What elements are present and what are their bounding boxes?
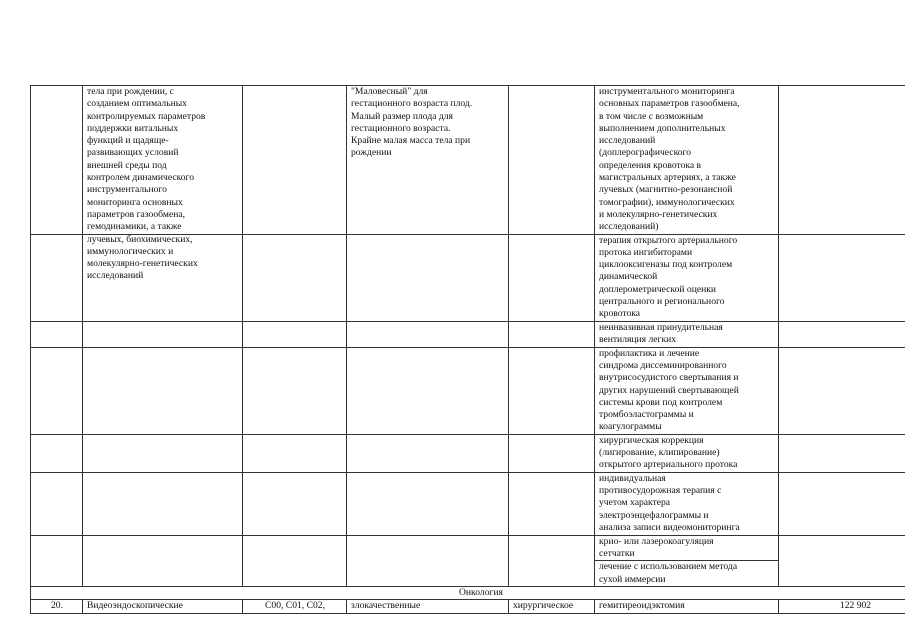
table-row bbox=[31, 434, 905, 472]
cell-type bbox=[509, 472, 595, 535]
cell-type bbox=[509, 434, 595, 472]
cell-codes bbox=[243, 434, 347, 472]
row-name: Видеоэндоскопические bbox=[83, 600, 243, 613]
document-table bbox=[30, 85, 905, 614]
cell-description bbox=[83, 472, 243, 535]
cell-num bbox=[31, 535, 83, 586]
cell-num bbox=[31, 234, 83, 321]
cell-method bbox=[595, 472, 779, 535]
cell-method bbox=[595, 434, 779, 472]
cell-model bbox=[347, 535, 509, 586]
cell-type bbox=[509, 347, 595, 434]
method-text-secondary: лечение с использованием метода сухой иммерсии bbox=[595, 560, 778, 586]
row-method: гемитиреоидэктомия bbox=[595, 600, 779, 613]
table-row bbox=[31, 86, 905, 235]
row-cost: 122 902 bbox=[779, 600, 905, 613]
cell-codes bbox=[243, 347, 347, 434]
row-type: хирургическое bbox=[509, 600, 595, 613]
cell-model bbox=[347, 86, 509, 235]
method-text: терапия открытого артериального протока ингибиторами циклооксигеназы под контролем динамической доплерометрической оценки центрального и регионального кровотока bbox=[599, 234, 738, 320]
row-number: 20. bbox=[31, 600, 83, 613]
cell-type bbox=[509, 86, 595, 235]
row-codes: C00, C01, C02, bbox=[243, 600, 347, 613]
method-text: профилактика и лечение синдрома диссеминированного внутрисосудистого свертывания и других нарушений свертывающей системы крови под контролем тромбоэластограммы и коагулограммы bbox=[599, 347, 739, 433]
cell-num bbox=[31, 86, 83, 235]
cell-model bbox=[347, 434, 509, 472]
cell-cost bbox=[779, 434, 905, 472]
cell-method bbox=[595, 86, 779, 235]
cell-cost bbox=[779, 321, 905, 347]
cell-type bbox=[509, 321, 595, 347]
cell-model bbox=[347, 321, 509, 347]
cell-codes bbox=[243, 86, 347, 235]
cell-model bbox=[347, 472, 509, 535]
cell-cost bbox=[779, 86, 905, 235]
section-title: Онкология bbox=[31, 586, 905, 599]
table-row bbox=[31, 535, 905, 586]
table-row bbox=[31, 347, 905, 434]
method-text: неинвазивная принудительная вентиляция легких bbox=[599, 321, 723, 345]
cell-cost bbox=[779, 472, 905, 535]
cell-description bbox=[83, 535, 243, 586]
cell-description bbox=[83, 321, 243, 347]
method-text: индивидуальная противосудорожная терапия с учетом характера электроэнцефалограммы и анализа записи видеомониторинга bbox=[599, 472, 740, 533]
cell-method bbox=[595, 535, 779, 586]
table-row bbox=[31, 600, 905, 613]
method-text: крио- или лазерокоагуляция сетчатки bbox=[599, 535, 714, 560]
cell-num bbox=[31, 472, 83, 535]
cell-codes bbox=[243, 472, 347, 535]
cell-type bbox=[509, 535, 595, 586]
cell-model bbox=[347, 347, 509, 434]
cell-cost bbox=[779, 535, 905, 586]
section-header-row bbox=[31, 586, 905, 599]
row-model: злокачественные bbox=[347, 600, 509, 613]
cell-cost bbox=[779, 347, 905, 434]
cell-num bbox=[31, 434, 83, 472]
cell-description bbox=[83, 434, 243, 472]
cell-cost bbox=[779, 234, 905, 321]
cell-codes bbox=[243, 535, 347, 586]
table-row bbox=[31, 472, 905, 535]
method-text: хирургическая коррекция (лигирование, клипирование) открытого артериального протока bbox=[599, 434, 738, 471]
cell-num bbox=[31, 321, 83, 347]
cell-description bbox=[83, 347, 243, 434]
cell-method bbox=[595, 321, 779, 347]
cell-codes bbox=[243, 234, 347, 321]
cell-type bbox=[509, 234, 595, 321]
description-text: тела при рождении, с созданием оптимальных контролируемых параметров поддержки витальных функций и щадяще- развивающих условий внешней среды под контролем динамического инструментального мониторинга основных параметров газообмена, гемодинамики, а также лучевых, биохимических, иммунологических и молекулярно-генетических исследований bbox=[87, 86, 206, 282]
cell-num bbox=[31, 347, 83, 434]
cell-codes bbox=[243, 321, 347, 347]
cell-method bbox=[595, 234, 779, 321]
cell-model bbox=[347, 234, 509, 321]
cell-method bbox=[595, 347, 779, 434]
cell-description bbox=[83, 86, 243, 282]
table-row bbox=[31, 321, 905, 347]
method-text: инструментального мониторинга основных параметров газообмена, в том числе с возможным выполнением дополнительных исследований (доплерографического определения кровотока в магистральных артериях, а также лучевых (магнитно-резонансной томографии), иммунологических и молекулярно-генетических исследований) bbox=[599, 86, 740, 233]
model-text: "Маловесный" для гестационного возраста плод. Малый размер плода для гестационного возраста. Крайне малая масса тела при рождении bbox=[351, 86, 473, 159]
